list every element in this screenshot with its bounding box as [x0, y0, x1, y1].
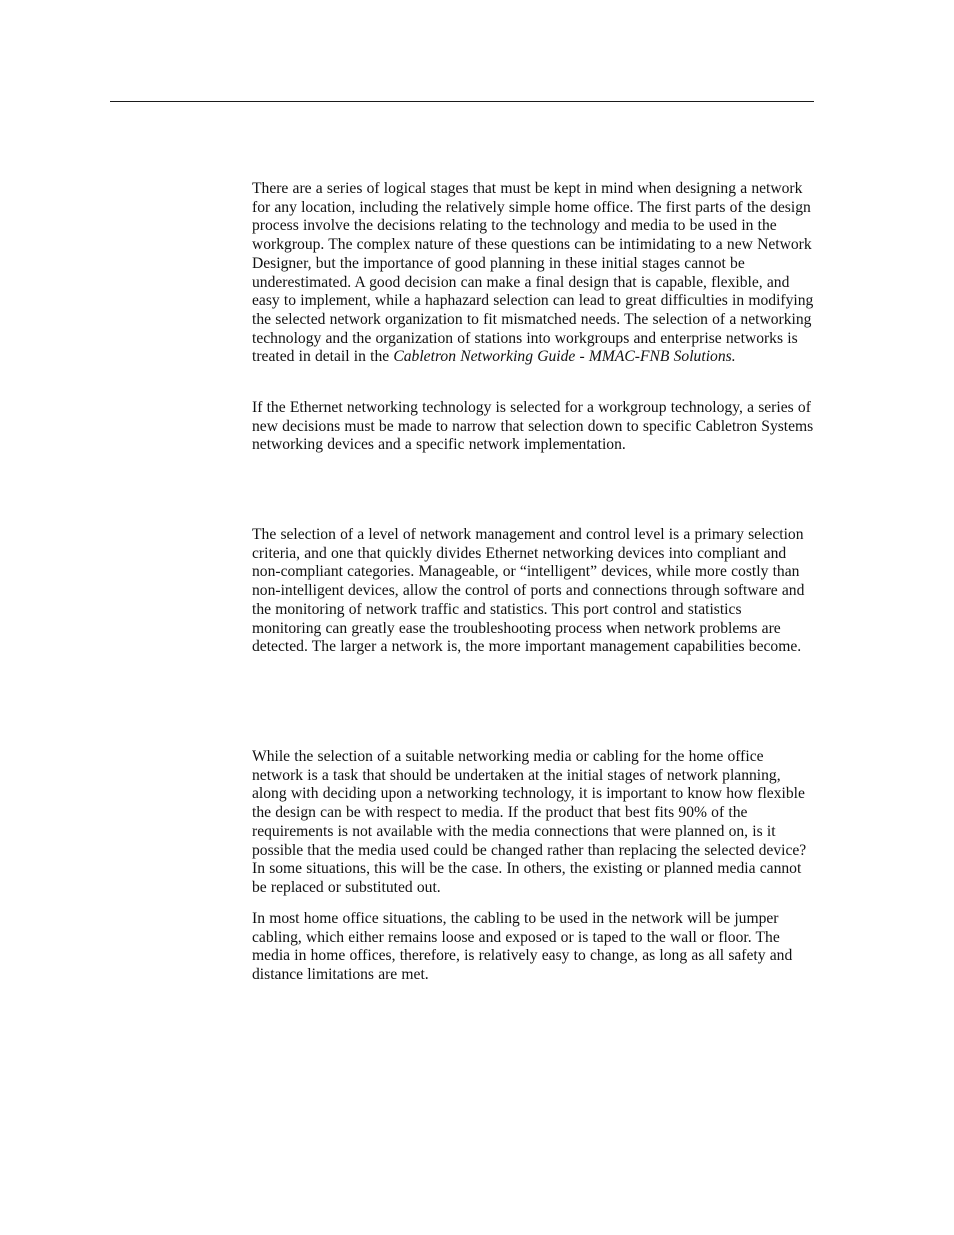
header-rule — [110, 101, 814, 102]
paragraph-design-stages-text: There are a series of logical stages that must be kept in mind when designing a network for any location, including the relatively simple home office. The first parts of the design process involve the decisions relating to the technology and media to be used in the workgroup. The complex nature of these questions can be intimidating to a new Network Designer, but the importance of good planning in these initial stages cannot be underestimated. A good decision can make a final design that is capable, flexible, and easy to implement, while a haphazard selection can lead to great difficulties in modifying the selected network organization to fit mismatched needs. The selection of a networking technology and the organization of stations into workgroups and enterprise networks is treated in detail in the — [252, 180, 814, 366]
guide-title-period: . — [731, 348, 736, 366]
guide-title-reference: Cabletron Networking Guide - MMAC-FNB Solutions — [393, 348, 732, 366]
paragraph-media-selection: While the selection of a suitable networking media or cabling for the home office network is a task that should be undertaken at the initial stages of network planning, along with deciding upon a networking technology, it is important to know how flexible the design can be with respect to media. If the product that best fits 90% of the requirements is not available with the media connections that were planned on, is it possible that the media used could be changed rather than replacing the selected device? In some situations, this will be the case. In others, the existing or planned media cannot be replaced or substituted out. — [252, 748, 807, 896]
paragraph-network-management: The selection of a level of network management and control level is a primary selection criteria, and one that quickly divides Ethernet networking devices into compliant and non-compliant categories. Manageable, or “intelligent” devices, while more costly than non-intelligent devices, allow the control of ports and connections through software and the monitoring of network traffic and statistics. This port control and statistics monitoring can greatly ease the troubleshooting process when network problems are detected. The larger a network is, the more important management capabilities become. — [252, 526, 805, 656]
paragraph-design-stages — [252, 180, 814, 367]
paragraph-home-office-cabling: In most home office situations, the cabling to be used in the network will be jumper cabling, which either remains loose and exposed or is taped to the wall or floor. The media in home offices, therefore, is relatively easy to change, as long as all safety and distance limitations are met. — [252, 910, 793, 984]
paragraph-ethernet-selection: If the Ethernet networking technology is selected for a workgroup technology, a series of new decisions must be made to narrow that selection down to specific Cabletron Systems networking devices and a specific network implementation. — [252, 399, 814, 454]
